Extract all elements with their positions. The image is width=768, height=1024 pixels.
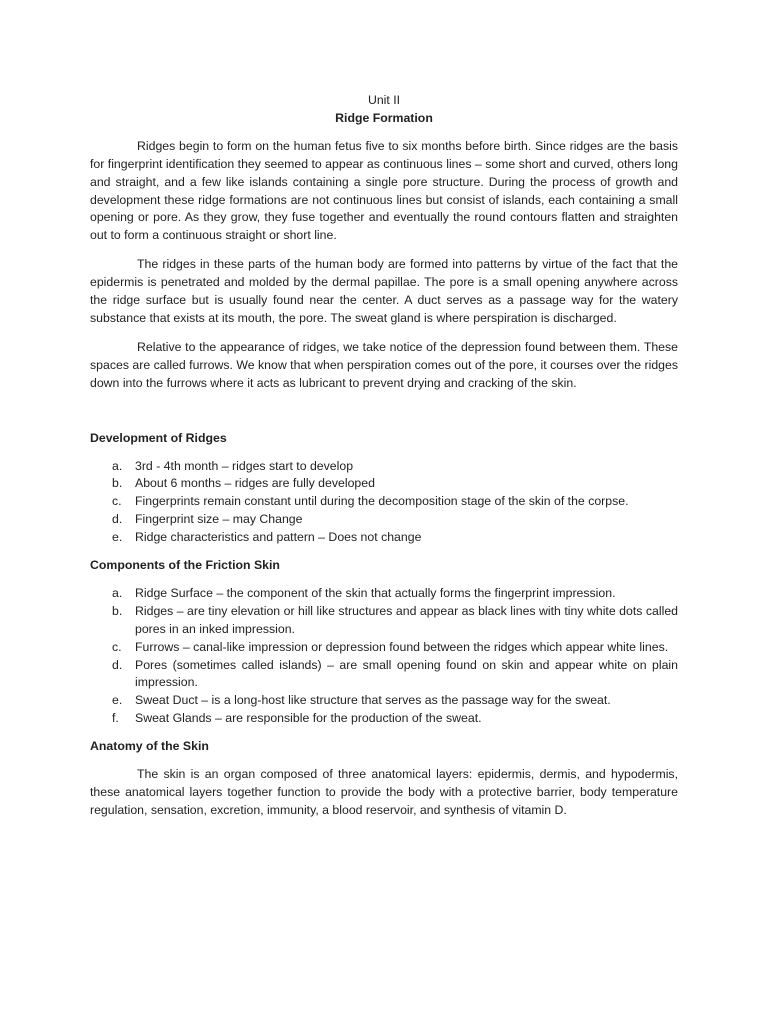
list-item-text: Pores (sometimes called islands) – are small opening found on skin and appear white on plain impression. bbox=[135, 657, 678, 690]
list-item bbox=[90, 603, 678, 639]
list-marker: e. bbox=[112, 693, 123, 708]
list-item-text: Ridge Surface – the component of the skin that actually forms the fingerprint impression. bbox=[135, 585, 616, 600]
list-item bbox=[90, 692, 678, 710]
list-item bbox=[90, 657, 678, 693]
list-item bbox=[90, 493, 678, 511]
list-marker: c. bbox=[112, 494, 122, 509]
components-heading: Components of the Friction Skin bbox=[90, 558, 280, 573]
anatomy-heading: Anatomy of the Skin bbox=[90, 739, 209, 754]
list-marker: f. bbox=[112, 711, 119, 726]
list-item bbox=[90, 710, 678, 728]
list-marker: c. bbox=[112, 639, 122, 654]
list-item-text: Furrows – canal-like impression or depression found between the ridges which appear white lines. bbox=[135, 639, 669, 654]
list-item-text: 3rd - 4th month – ridges start to develop bbox=[135, 458, 354, 473]
list-item-text: Sweat Duct – is a long-host like structure that serves as the passage way for the sweat. bbox=[135, 693, 611, 708]
list-marker: d. bbox=[112, 657, 123, 672]
list-marker: d. bbox=[112, 512, 123, 527]
list-item-text: About 6 months – ridges are fully developed bbox=[135, 476, 375, 491]
page-title: Ridge Formation bbox=[335, 110, 433, 125]
list-marker: a. bbox=[112, 458, 123, 473]
list-item bbox=[90, 458, 678, 476]
list-marker: b. bbox=[112, 476, 123, 491]
section-spacer bbox=[90, 404, 678, 430]
intro-paragraph-3: Relative to the appearance of ridges, we take notice of the depression found between them. These spaces are called furrows. We know that when perspiration comes out of the pore, it courses over the ridges down into the furrows where it acts as lubricant to prevent drying and cracking of the skin. bbox=[90, 339, 678, 390]
list-item bbox=[90, 639, 678, 657]
development-heading: Development of Ridges bbox=[90, 430, 227, 445]
list-item-text: Sweat Glands – are responsible for the production of the sweat. bbox=[135, 711, 482, 726]
list-item-text: Fingerprints remain constant until during the decomposition stage of the skin of the corpse. bbox=[135, 494, 629, 509]
components-list bbox=[90, 585, 678, 728]
list-marker: a. bbox=[112, 585, 123, 600]
document-page bbox=[90, 92, 678, 831]
list-item-text: Ridge characteristics and pattern – Does not change bbox=[135, 530, 422, 545]
list-marker: b. bbox=[112, 603, 123, 618]
list-item bbox=[90, 585, 678, 603]
list-item-text: Ridges – are tiny elevation or hill like structures and appear as black lines with tiny white dots called pores in an inked impression. bbox=[135, 603, 678, 636]
intro-paragraph-2: The ridges in these parts of the human body are formed into patterns by virtue of the fact that the epidermis is penetrated and molded by the dermal papillae. The pore is a small opening anywhere across the ridge surface but is usually found near the center. A duct serves as a passage way for the watery substance that exists at its mouth, the pore. The sweat gland is where perspiration is discharged. bbox=[90, 257, 678, 325]
list-item bbox=[90, 511, 678, 529]
list-item bbox=[90, 529, 678, 547]
intro-paragraph-1: Ridges begin to form on the human fetus five to six months before birth. Since ridges are the basis for fingerprint identification they seemed to appear as continuous lines – some short and curved, others long and straight, and a few like islands containing a single pore structure. During the process of growth and development these ridge formations are not continuous lines but consist of islands, each containing a small opening or pore. As they grow, they fuse together and eventually the round contours flatten and straighten out to form a continuous straight or short line. bbox=[90, 138, 678, 243]
list-marker: e. bbox=[112, 530, 123, 545]
list-item-text: Fingerprint size – may Change bbox=[135, 512, 303, 527]
unit-label: Unit II bbox=[367, 93, 401, 107]
list-item bbox=[90, 475, 678, 493]
anatomy-paragraph: The skin is an organ composed of three anatomical layers: epidermis, dermis, and hypodermis, these anatomical layers together function to provide the body with a protective barrier, body temperature regulation, sensation, excretion, immunity, a blood reservoir, and synthesis of vitamin D. bbox=[90, 767, 678, 817]
development-list bbox=[90, 458, 678, 548]
